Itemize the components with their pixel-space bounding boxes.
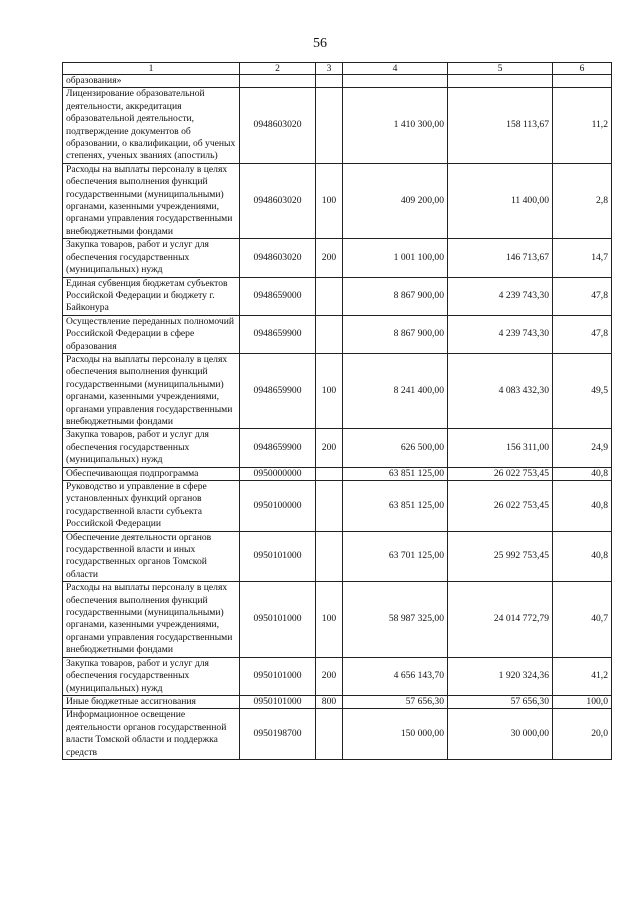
row-pct-cell: 40,7 xyxy=(553,582,612,657)
row-type-cell xyxy=(316,481,343,532)
row-code-cell xyxy=(240,75,316,88)
row-name-cell: Расходы на выплаты персоналу в целях обеспечения выполнения функций государственными (муниципальными) органами, казенными учреждениями, органами управления государственными внебюджетными фондами xyxy=(63,353,240,428)
row-code-cell: 0948603020 xyxy=(240,239,316,277)
row-name-cell: Закупка товаров, работ и услуг для обеспечения государственных (муниципальных) нужд xyxy=(63,657,240,695)
row-type-cell: 800 xyxy=(316,695,343,708)
row-type-cell xyxy=(316,88,343,163)
row-code-cell: 0950101000 xyxy=(240,582,316,657)
row-name-cell: Информационное освещение деятельности органов государственной власти Томской области и поддержка средств xyxy=(63,709,240,760)
table-row xyxy=(63,88,612,163)
row-done-cell: 4 239 743,30 xyxy=(448,277,553,315)
row-type-cell: 200 xyxy=(316,657,343,695)
row-type-cell: 200 xyxy=(316,429,343,467)
row-pct-cell: 41,2 xyxy=(553,657,612,695)
row-code-cell: 0948659000 xyxy=(240,277,316,315)
row-code-cell: 0950101000 xyxy=(240,695,316,708)
table-row xyxy=(63,481,612,532)
header-cell: 6 xyxy=(553,63,612,75)
row-type-cell xyxy=(316,467,343,480)
row-code-cell: 0950100000 xyxy=(240,481,316,532)
row-type-cell xyxy=(316,75,343,88)
table-row xyxy=(63,75,612,88)
row-pct-cell: 20,0 xyxy=(553,709,612,760)
row-plan-cell: 8 867 900,00 xyxy=(343,315,448,353)
table-row xyxy=(63,709,612,760)
row-pct-cell: 100,0 xyxy=(553,695,612,708)
table-row xyxy=(63,657,612,695)
row-plan-cell: 63 851 125,00 xyxy=(343,481,448,532)
row-plan-cell: 63 851 125,00 xyxy=(343,467,448,480)
table-row xyxy=(63,531,612,582)
row-done-cell: 156 311,00 xyxy=(448,429,553,467)
header-cell: 4 xyxy=(343,63,448,75)
row-done-cell: 26 022 753,45 xyxy=(448,481,553,532)
row-pct-cell: 40,8 xyxy=(553,481,612,532)
budget-table xyxy=(62,62,612,760)
page-number: 56 xyxy=(313,36,327,51)
table-row xyxy=(63,315,612,353)
row-pct-cell xyxy=(553,75,612,88)
row-code-cell: 0950198700 xyxy=(240,709,316,760)
row-done-cell: 26 022 753,45 xyxy=(448,467,553,480)
row-name-cell: Закупка товаров, работ и услуг для обеспечения государственных (муниципальных) нужд xyxy=(63,429,240,467)
row-plan-cell: 4 656 143,70 xyxy=(343,657,448,695)
table-row xyxy=(63,467,612,480)
row-done-cell: 1 920 324,36 xyxy=(448,657,553,695)
row-name-cell: Расходы на выплаты персоналу в целях обеспечения выполнения функций государственными (муниципальными) органами, казенными учреждениями, органами управления государственными внебюджетными фондами xyxy=(63,163,240,238)
row-done-cell: 4 083 432,30 xyxy=(448,353,553,428)
table-row xyxy=(63,695,612,708)
row-type-cell: 100 xyxy=(316,163,343,238)
row-code-cell: 0948659900 xyxy=(240,353,316,428)
row-name-cell: Обеспечивающая подпрограмма xyxy=(63,467,240,480)
row-name-cell: Обеспечение деятельности органов государственной власти и иных государственных органов Томской области xyxy=(63,531,240,582)
header-cell: 3 xyxy=(316,63,343,75)
row-type-cell xyxy=(316,709,343,760)
row-name-cell: Руководство и управление в сфере установленных функций органов государственной власти субъекта Российской Федерации xyxy=(63,481,240,532)
row-name-cell: Единая субвенция бюджетам субъектов Российской Федерации и бюджету г. Байконура xyxy=(63,277,240,315)
row-pct-cell: 24,9 xyxy=(553,429,612,467)
row-plan-cell: 409 200,00 xyxy=(343,163,448,238)
row-name-cell: Лицензирование образовательной деятельности, аккредитация образовательной деятельности, подтверждение документов об образовании, о квалификации, об ученых степенях, ученых званиях (апостиль) xyxy=(63,88,240,163)
row-code-cell: 0948659900 xyxy=(240,315,316,353)
table-row xyxy=(63,429,612,467)
row-done-cell: 24 014 772,79 xyxy=(448,582,553,657)
header-cell: 5 xyxy=(448,63,553,75)
row-done-cell: 158 113,67 xyxy=(448,88,553,163)
row-type-cell: 100 xyxy=(316,582,343,657)
row-pct-cell: 14,7 xyxy=(553,239,612,277)
row-pct-cell: 40,8 xyxy=(553,467,612,480)
row-done-cell xyxy=(448,75,553,88)
row-pct-cell: 49,5 xyxy=(553,353,612,428)
row-done-cell: 4 239 743,30 xyxy=(448,315,553,353)
row-done-cell: 30 000,00 xyxy=(448,709,553,760)
row-code-cell: 0948659900 xyxy=(240,429,316,467)
row-code-cell: 0950101000 xyxy=(240,657,316,695)
row-code-cell: 0948603020 xyxy=(240,163,316,238)
row-type-cell xyxy=(316,277,343,315)
row-type-cell: 100 xyxy=(316,353,343,428)
row-code-cell: 0950101000 xyxy=(240,531,316,582)
row-plan-cell: 1 001 100,00 xyxy=(343,239,448,277)
row-done-cell: 11 400,00 xyxy=(448,163,553,238)
header-cell: 2 xyxy=(240,63,316,75)
row-code-cell: 0948603020 xyxy=(240,88,316,163)
row-done-cell: 25 992 753,45 xyxy=(448,531,553,582)
row-pct-cell: 47,8 xyxy=(553,315,612,353)
row-name-cell: Осуществление переданных полномочий Российской Федерации в сфере образования xyxy=(63,315,240,353)
row-pct-cell: 11,2 xyxy=(553,88,612,163)
row-name-cell: Расходы на выплаты персоналу в целях обеспечения выполнения функций государственными (муниципальными) органами, казенными учреждениями, органами управления государственными внебюджетными фондами xyxy=(63,582,240,657)
table-row xyxy=(63,277,612,315)
header-cell: 1 xyxy=(63,63,240,75)
row-plan-cell: 1 410 300,00 xyxy=(343,88,448,163)
row-plan-cell: 58 987 325,00 xyxy=(343,582,448,657)
row-plan-cell: 8 241 400,00 xyxy=(343,353,448,428)
row-done-cell: 57 656,30 xyxy=(448,695,553,708)
row-code-cell: 0950000000 xyxy=(240,467,316,480)
row-plan-cell: 57 656,30 xyxy=(343,695,448,708)
row-type-cell: 200 xyxy=(316,239,343,277)
row-plan-cell: 8 867 900,00 xyxy=(343,277,448,315)
row-pct-cell: 40,8 xyxy=(553,531,612,582)
row-plan-cell: 63 701 125,00 xyxy=(343,531,448,582)
row-plan-cell: 150 000,00 xyxy=(343,709,448,760)
table-row xyxy=(63,163,612,238)
row-name-cell: Закупка товаров, работ и услуг для обеспечения государственных (муниципальных) нужд xyxy=(63,239,240,277)
row-name-cell: Иные бюджетные ассигнования xyxy=(63,695,240,708)
row-pct-cell: 47,8 xyxy=(553,277,612,315)
row-plan-cell xyxy=(343,75,448,88)
row-name-cell: образования» xyxy=(63,75,240,88)
row-type-cell xyxy=(316,315,343,353)
table-row xyxy=(63,582,612,657)
row-plan-cell: 626 500,00 xyxy=(343,429,448,467)
row-pct-cell: 2,8 xyxy=(553,163,612,238)
header-row xyxy=(63,63,612,75)
table-row xyxy=(63,353,612,428)
table-row xyxy=(63,239,612,277)
row-done-cell: 146 713,67 xyxy=(448,239,553,277)
row-type-cell xyxy=(316,531,343,582)
